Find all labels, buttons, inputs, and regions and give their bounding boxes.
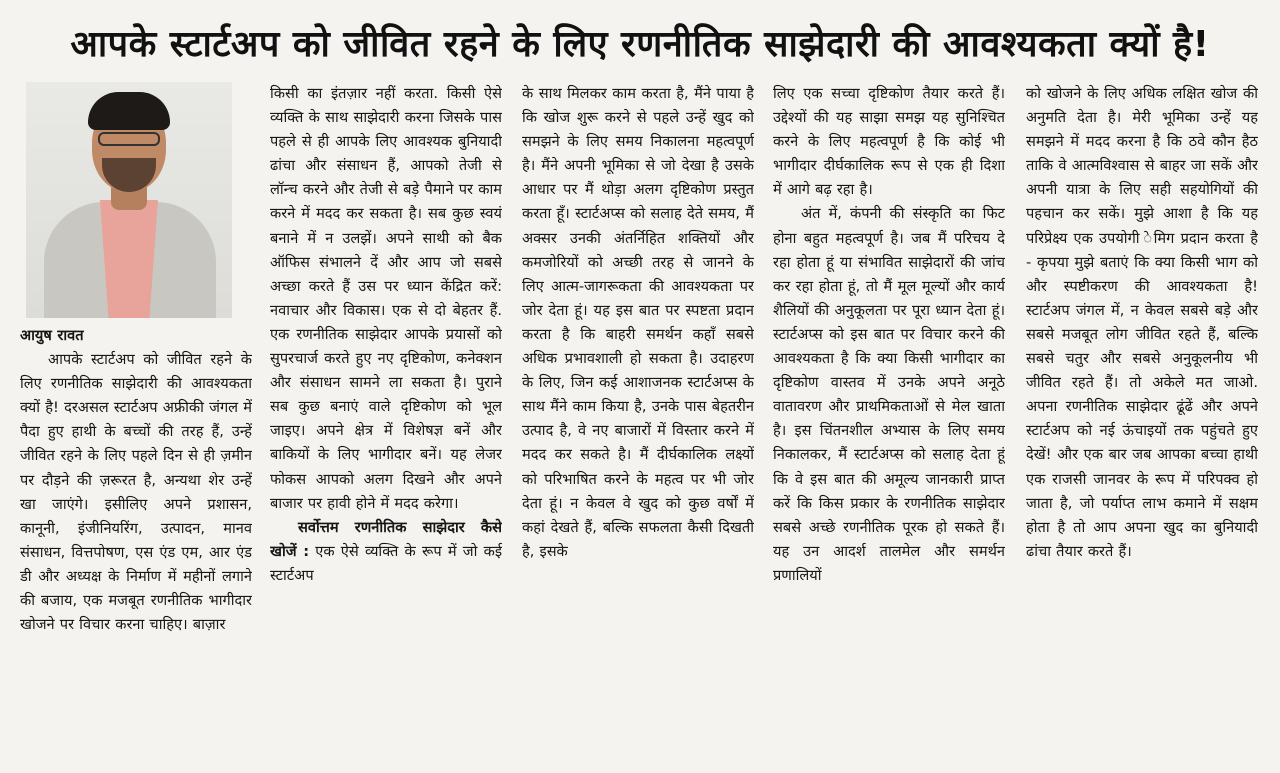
column-4-paragraph-2: अंत में, कंपनी की संस्कृति का फिट होना बहुत महत्वपूर्ण है। जब मैं परिचय दे रहा होता हूं या संभावित साझेदारों की जांच कर रहा होता हूं, तो मैं मूल मूल्यों और कार्य शैलियों की अनुकूलता पर पूरा ध्यान देता हूं। स्टार्टअप्स को इस बात पर विचार करने की आवश्यकता है कि क्या किसी भागीदार का दृष्टिकोण वास्तव में उनके अपने अनूठे वातावरण और प्राथमिकताओं से मेल खाता है। इस चिंतनशील अभ्यास के लिए समय निकालकर, मैं स्टार्टअप्स को सलाह देता हूं कि वे इस बात की अमूल्य जानकारी प्राप्त करें कि किस प्रकार के रणनीतिक साझेदार सबसे अच्छे रणनीतिक पूरक हो सकते हैं। यह उन आदर्श तालमेल और समर्थन प्रणालियों: [773, 205, 1005, 584]
column-3: [522, 82, 754, 762]
column-3-paragraph: के साथ मिलकर काम करता है, मैंने पाया है कि खोज शुरू करने से पहले उन्हें खुद को समझने के लिए समय निकालना महत्वपूर्ण है। मैंने अपनी भूमिका से जो देखा है उसके आधार पर मैं थोड़ा अलग दृष्टिकोण प्रस्तुत करता हूँ। स्टार्टअप्स को सलाह देते समय, मैं अक्सर उनकी अंतर्निहित शक्तियों और कमजोरियों को अच्छी तरह से जानने के लिए आत्म-जागरूकता की आवश्यकता पर जोर देता हूं। यह इस बात पर स्पष्टता प्रदान करता है कि बाहरी समर्थन कहाँ सबसे अधिक प्रभावशाली हो सकता है। उदाहरण के लिए, जिन कई आशाजनक स्टार्टअप्स के साथ मैंने काम किया है, उनके पास बेहतरीन उत्पाद है, वे नए बाजारों में विस्तार करने में मदद कर सकते है। मैं दीर्घकालिक लक्ष्यों को परिभाषित करने के महत्व पर भी जोर देता हूं। न केवल वे खुद को कुछ वर्षों में कहां देखते हैं, बल्कि सफलता कैसी दिखती है, इसके: [522, 85, 754, 560]
column-2: [270, 82, 502, 762]
column-5-paragraph: को खोजने के लिए अधिक लक्षित खोज की अनुमति देता है। मेरी भूमिका उन्हें यह समझने में मदद करना है कि ठवे कौन हैठ ताकि वे आत्मविश्वास से बाहर जा सकें और अपनी यात्रा के लिए सही सहयोगियों की पहचान कर सकें। मुझे आशा है कि यह परिप्रेक्ष्य एक उपयोगी ेमिग प्रदान करता है - कृपया मुझे बताएं कि क्या किसी भाग को और स्पष्टीकरण की आवश्यकता है! स्टार्टअप जंगल में, न केवल सबसे बड़े और सबसे मजबूत लोग जीवित रहते हैं, बल्कि सबसे चतुर और सबसे अनुकूलनीय भी जीवित रहते हैं। तो अकेले मत जाओ. अपना रणनीतिक साझेदार ढूंढें और अपने स्टार्टअप को नई ऊंचाइयों तक पहुंचते हुए देखें! और एक बार जब आपका बच्चा हाथी एक राजसी जानवर के रूप में परिपक्व हो जाता है, जो पर्याप्त लाभ कमाने में सक्षम होता है तो आप अपना खुद का बुनियादी ढांचा तैयार करते हैं।: [1026, 85, 1258, 560]
column-1: [20, 82, 252, 762]
headline: आपके स्टार्टअप को जीवित रहने के लिए रणनीतिक साझेदारी की आवश्यकता क्यों है!: [70, 24, 1210, 65]
column-4: [773, 82, 1005, 762]
subhead-tail: एक ऐसे व्यक्ति के रूप में जो कई स्टार्टअप: [270, 542, 502, 584]
author-photo: [26, 82, 232, 318]
column-1-paragraph: आपके स्टार्टअप को जीवित रहने के लिए रणनीतिक साझेदारी की आवश्यकता क्यों है! दरअसल स्टार्टअप अफ्रीकी जंगल में पैदा हुए हाथी के बच्चों की तरह हैं, उन्हें जीवित रहने के लिए पहले दिन से ही ज़मीन पर दौड़ने की ज़रूरत है, अन्यथा शेर उन्हें खा जाएंगे। इसीलिए अपने प्रशासन, कानूनी, इंजीनियरिंग, उत्पादन, मानव संसाधन, वित्तपोषण, एस एंड एम, आर एंड डी और अध्यक्ष के निर्माण में महीनों लगाने की बजाय, एक मजबूत रणनीतिक भागीदार खोजने पर विचार करना चाहिए। बाज़ार: [20, 351, 252, 634]
column-2-subhead-paragraph: [270, 516, 502, 588]
author-name: आयुष रावत: [20, 327, 84, 344]
column-5: [1026, 82, 1258, 762]
column-4-paragraph-1: लिए एक सच्चा दृष्टिकोण तैयार करते हैं। उद्देश्यों की यह साझा समझ यह सुनिश्चित करने के लिए महत्वपूर्ण है कि कोई भी भागीदार दीर्घकालिक रूप से एक ही दिशा में आगे बढ़ रहा है।: [773, 85, 1005, 199]
column-2-paragraph: किसी का इंतज़ार नहीं करता. किसी ऐसे व्यक्ति के साथ साझेदारी करना जिसके पास पहले से ही आपके लिए आवश्यक बुनियादी ढांचा और संसाधन हैं, आपको तेजी से लॉन्च करने और तेजी से बड़े पैमाने पर काम करने में मदद कर सकता है। सब कुछ स्वयं बनाने में न उलझें। अपने साथी को बैक ऑफिस संभालने दें और आप जो सबसे अच्छा करते हैं उस पर ध्यान केंद्रित करें: नवाचार और विकास। एक से दो बेहतर हैं. एक रणनीतिक साझेदार आपके प्रयासों को सुपरचार्ज करते हुए नए दृष्टिकोण, कनेक्शन और संसाधन सामने ला सकता है। पुराने सब कुछ बनाएं वाले दृष्टिकोण को भूल जाइए। अपने क्षेत्र में विशेषज्ञ बनें और बाकियों के लिए भागीदार बनें। यह लेजर फोकस आपको अलग दिखने और अपने बाजार पर हावी होने में मदद करेगा।: [270, 85, 502, 512]
subhead: सर्वोत्तम रणनीतिक साझेदार कैसे खोजें :: [270, 518, 502, 560]
